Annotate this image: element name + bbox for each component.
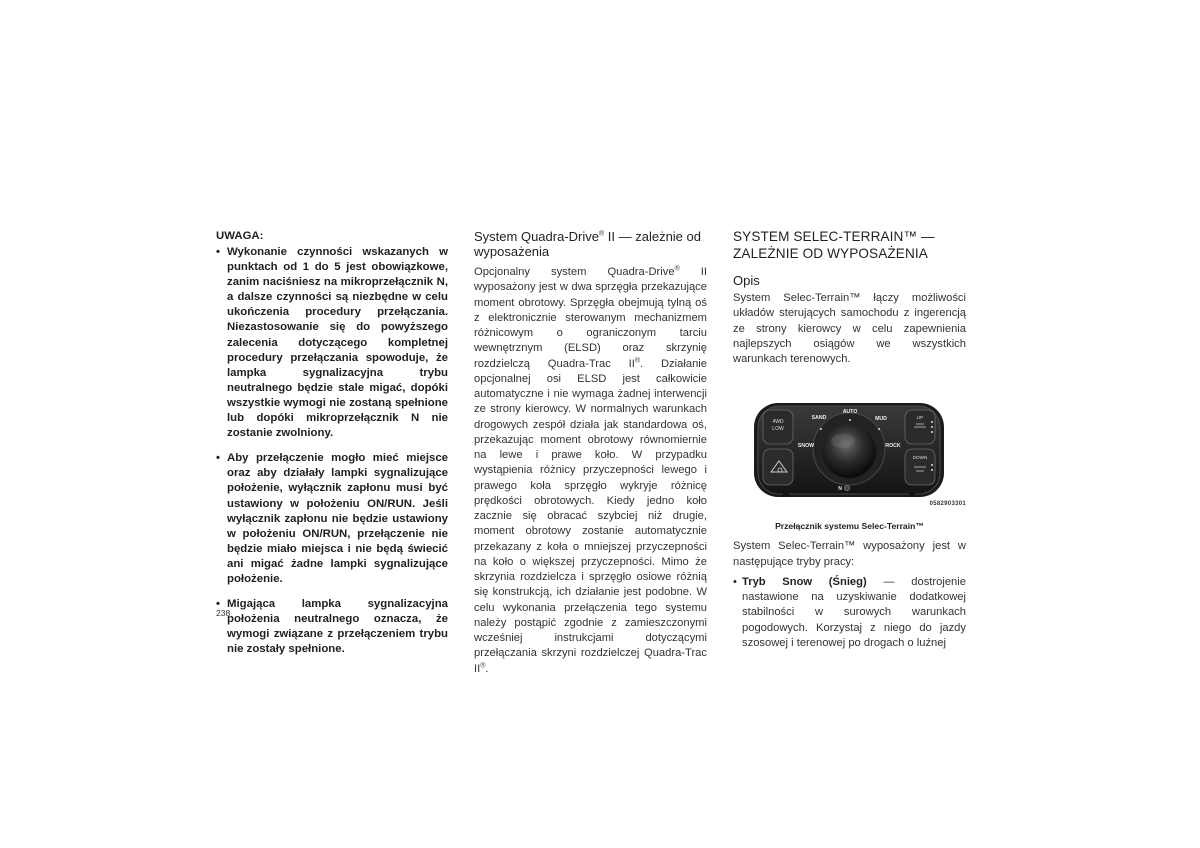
section-heading: System Quadra-Drive® II — zależnie od wyposażenia bbox=[474, 229, 701, 259]
mode-rock-label: ROCK bbox=[885, 443, 901, 450]
hill-descent-button bbox=[763, 449, 793, 485]
terrain-selector-knob bbox=[822, 424, 876, 478]
neutral-label: N bbox=[838, 486, 842, 493]
warning-list bbox=[216, 245, 448, 657]
page-number: 238 bbox=[216, 608, 231, 618]
quadra-drive-column bbox=[474, 229, 707, 677]
figure-caption: Przełącznik systemu Selec-Terrain™ bbox=[775, 521, 924, 532]
section-paragraph: Opcjonalny system Quadra-Drive® II wyposażony jest w dwa sprzęgła przekazujące moment obrotowy. Sprzęgła obejmują tylną oś z elektronicznie sterowanym mechanizmem różnicowym o ograniczonym tarciu wewnętrznym (ELSD) oraz skrzynię rozdzielczą Quadra-Trac II®. Działanie opcjonalnej osi ELSD jest całkowicie automatyczne i nie wymaga żadnej interwencji ze strony kierowcy. W normalnych warunkach drogowych zespół działa jak standardowa oś, przekazując moment obrotowy równomiernie na lewe i prawe koło. W przypadku wystąpienia różnicy przyczepności lewego i prawego koła sprzęgło wykryje różnicę prędkości obrotowych. Kiedy jedno koło zacznie się obracać szybciej niż drugie, moment obrotowy zostanie automatycznie przekazany z koła o mniejszej przyczepności na koło o większej przyczepności. Mimo że skrzynia rozdzielcza i sprzęgło osiowe różnią się konstrukcją, ich działanie jest podobne. W celu wykonania przełączenia tego systemu należy postąpić zgodnie z zamieszczonymi wcześniej instrukcjami dotyczącymi przełączania skrzyni rozdzielczej Quadra-Trac II®. bbox=[474, 265, 708, 675]
intro-paragraph: System Selec-Terrain™ łączy możliwości układów sterujących samochodu z ingerencją ze strony kierowcy w celu zapewnienia najlepszych osiągów we wszystkich warunkach terenowych. bbox=[733, 292, 966, 365]
modes-intro: System Selec-Terrain™ wyposażony jest w następujące tryby pracy: bbox=[733, 540, 966, 568]
mode-mud-label: MUD bbox=[875, 416, 887, 423]
4wd-label: 4WD bbox=[772, 419, 784, 426]
neutral-button bbox=[845, 486, 850, 491]
up-label: UP bbox=[916, 415, 924, 421]
mode-sand-label: SAND bbox=[811, 415, 827, 422]
selec-terrain-switch-image bbox=[733, 389, 966, 509]
selec-terrain-column bbox=[733, 229, 966, 651]
subsection-heading: Opis bbox=[733, 273, 760, 288]
warning-column bbox=[216, 229, 448, 667]
low-label: LOW bbox=[772, 426, 784, 433]
selec-terrain-switch-figure bbox=[733, 389, 966, 509]
down-label: DOWN bbox=[912, 455, 928, 461]
mode-snow-item: • Tryb Snow (Śnieg) — dostrojenie nastawione na uzyskiwanie dodatkowej stabilności w surowych warunkach pogodowych. Korzystaj z niego do jazdy szosowej i terenowej po drogach o luźnej bbox=[733, 575, 966, 651]
mode-auto-label: AUTO bbox=[842, 409, 858, 416]
warning-item: • Aby przełączenie mogło mieć miejsce oraz aby działały lampki sygnalizujące położenie, wyłącznik zapłonu musi być ustawiony w położeniu ON/RUN. Jeśli wyłącznik zapłonu nie będzie ustawiony w położeniu ON/RUN, przełączenie nie będzie miało miejsca i nie będą świecić ani migać żadne lampki sygnalizujące położenie. bbox=[216, 451, 448, 587]
figure-code: 0582903301 bbox=[929, 501, 966, 508]
warning-title: UWAGA: bbox=[216, 230, 264, 242]
warning-item: • Migająca lampka sygnalizacyjna położenia neutralnego oznacza, że wymogi związane z przełączeniem trybu nie zostały spełnione. bbox=[216, 597, 448, 657]
mode-snow-label: SNOW bbox=[797, 443, 815, 450]
chapter-title: SYSTEM SELEC-TERRAIN™ — ZALEŻNIE OD WYPOSAŻENIA bbox=[733, 229, 935, 261]
warning-item: • Wykonanie czynności wskazanych w punktach od 1 do 5 jest obowiązkowe, zanim naciśniesz na mikroprzełącznik N, a dalsze czynności są niezbędne w celu ukończenia procedury przełączania. Niezastosowanie się do powyższego zalecenia dotyczącego kompletnej procedury przełączania spowoduje, że lampka sygnalizacyjna trybu neutralnego będzie stale migać, dopóki wszystkie wymogi nie zostaną spełnione lub dopóki mikroprzełącznik N nie zostanie zwolniony. bbox=[216, 245, 448, 441]
